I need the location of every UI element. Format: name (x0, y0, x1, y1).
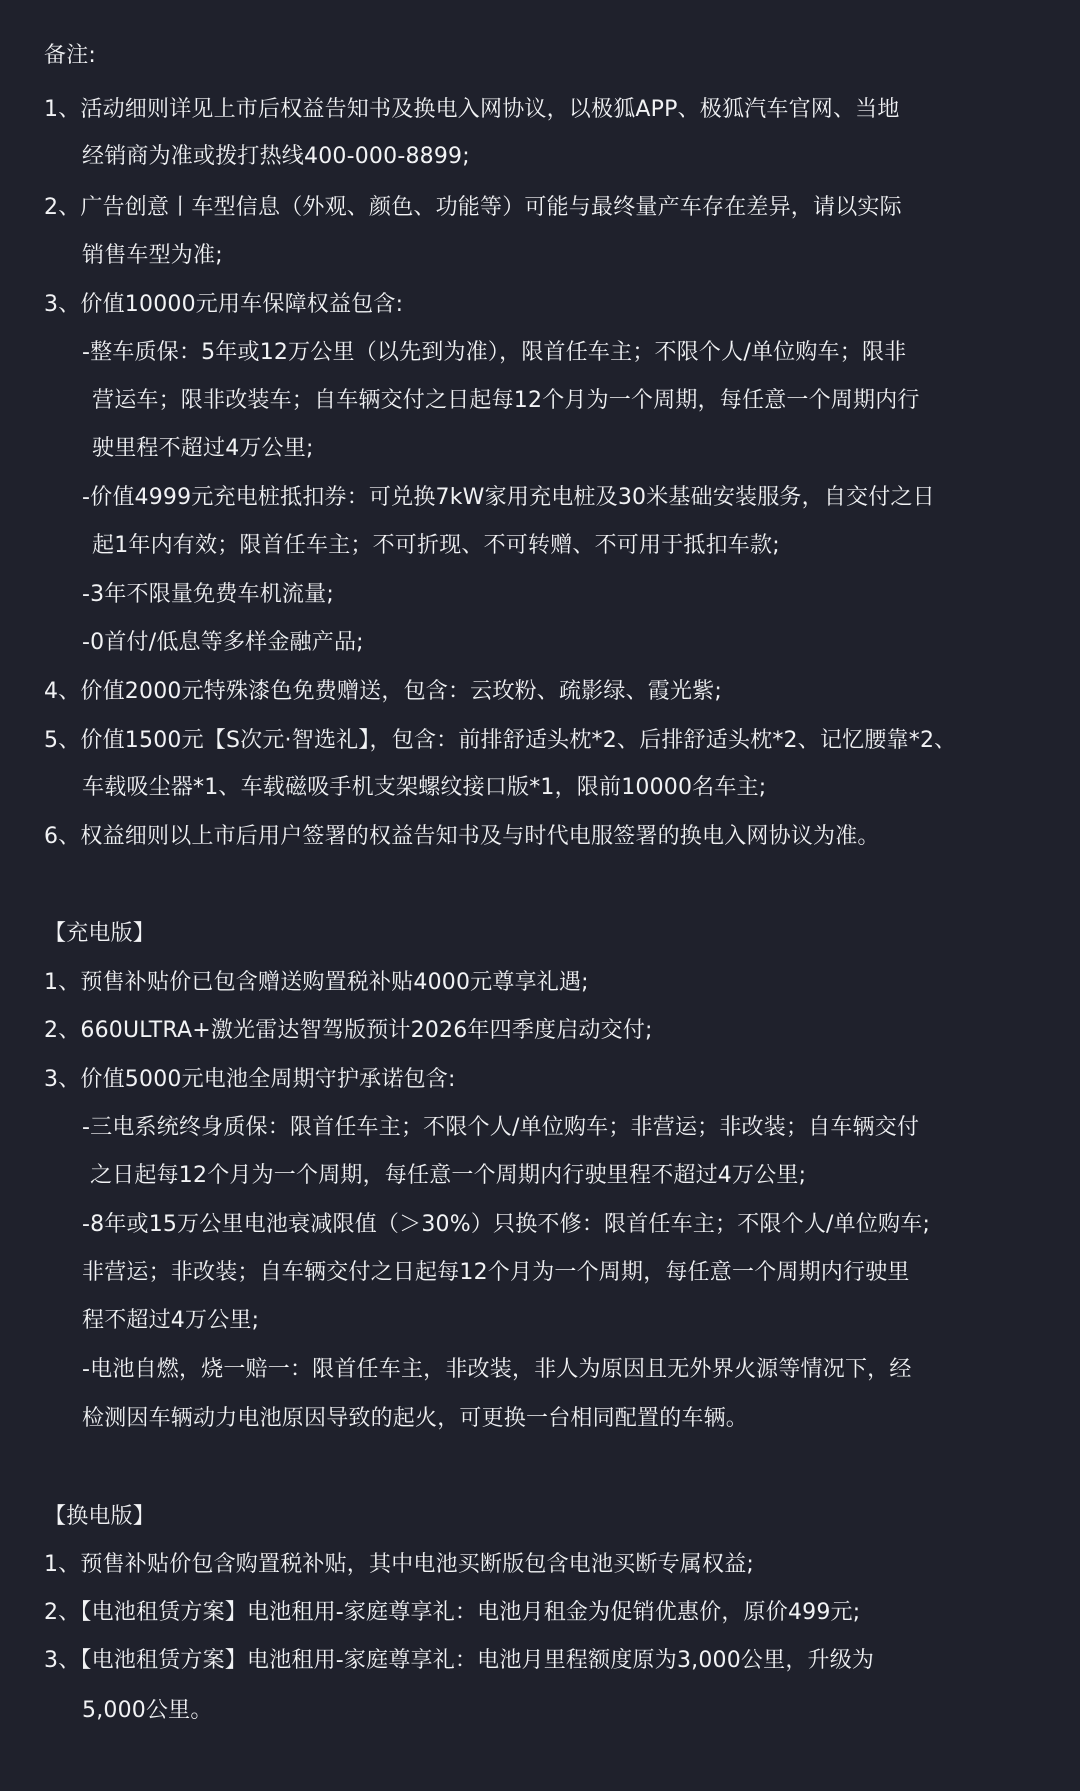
note-line: 营运车；限非改装车；自车辆交付之日起每12个月为一个周期，每任意一个周期内行 (92, 388, 920, 413)
charging-line: 检测因车辆动力电池原因导致的起火，可更换一台相同配置的车辆。 (82, 1406, 749, 1431)
note-line: -整车质保：5年或12万公里（以先到为准），限首任车主；不限个人/单位购车；限非 (82, 340, 907, 365)
charging-line: 1、预售补贴价已包含赠送购置税补贴4000元尊享礼遇; (44, 970, 589, 995)
note-line: 销售车型为准; (82, 243, 223, 268)
notes-title: 备注: (44, 43, 97, 68)
charging-line: 2、660ULTRA+激光雷达智驾版预计2026年四季度启动交付; (44, 1018, 653, 1043)
note-line: 3、价值10000元用车保障权益包含: (44, 292, 404, 317)
swap-line: 5,000公里。 (82, 1698, 213, 1723)
battery-swap-edition-title: 【换电版】 (44, 1504, 156, 1529)
swap-line: 3、【电池租赁方案】电池租用-家庭尊享礼：电池月里程额度原为3,000公里，升级为 (44, 1648, 875, 1673)
note-line: 2、广告创意丨车型信息（外观、颜色、功能等）可能与最终量产车存在差异，请以实际 (44, 195, 902, 220)
note-line: 5、价值1500元【S次元·智选礼】，包含：前排舒适头枕*2、后排舒适头枕*2、记忆腰靠*2、 (44, 728, 957, 753)
charging-edition-title: 【充电版】 (44, 921, 156, 946)
note-line: 车载吸尘器*1、车载磁吸手机支架螺纹接口版*1，限前10000名车主; (82, 775, 767, 800)
charging-line: -三电系统终身质保：限首任车主；不限个人/单位购车；非营运；非改装；自车辆交付 (82, 1115, 920, 1140)
note-line: -0首付/低息等多样金融产品; (82, 630, 364, 655)
note-line: 6、权益细则以上市后用户签署的权益告知书及与时代电服签署的换电入网协议为准。 (44, 824, 880, 849)
charging-line: 3、价值5000元电池全周期守护承诺包含: (44, 1067, 456, 1092)
note-line: 驶里程不超过4万公里; (92, 436, 314, 461)
charging-line: 非营运；非改装；自车辆交付之日起每12个月为一个周期，每任意一个周期内行驶里 (82, 1260, 910, 1285)
swap-line: 1、预售补贴价包含购置税补贴，其中电池买断版包含电池买断专属权益; (44, 1552, 755, 1577)
swap-line: 2、【电池租赁方案】电池租用-家庭尊享礼：电池月租金为促销优惠价，原价499元; (44, 1600, 861, 1625)
note-line: -价值4999元充电桩抵扣券：可兑换7kW家用充电桩及30米基础安装服务，自交付之日 (82, 485, 935, 510)
note-line: -3年不限量免费车机流量; (82, 582, 334, 607)
charging-line: -电池自燃，烧一赔一：限首任车主，非改装，非人为原因且无外界火源等情况下，经 (82, 1357, 912, 1382)
note-line: 4、价值2000元特殊漆色免费赠送，包含：云玫粉、疏影绿、霞光紫; (44, 679, 722, 704)
note-line: 起1年内有效；限首任车主；不可折现、不可转赠、不可用于抵扣车款; (92, 533, 780, 558)
charging-line: 程不超过4万公里; (82, 1308, 260, 1333)
note-line: 1、活动细则详见上市后权益告知书及换电入网协议，以极狐APP、极狐汽车官网、当地 (44, 97, 900, 122)
charging-line: -8年或15万公里电池衰减限值（＞30%）只换不修：限首任车主；不限个人/单位购车; (82, 1212, 931, 1237)
note-line: 经销商为准或拨打热线400-000-8899; (82, 144, 470, 169)
charging-line: 之日起每12个月为一个周期，每任意一个周期内行驶里程不超过4万公里; (90, 1163, 807, 1188)
